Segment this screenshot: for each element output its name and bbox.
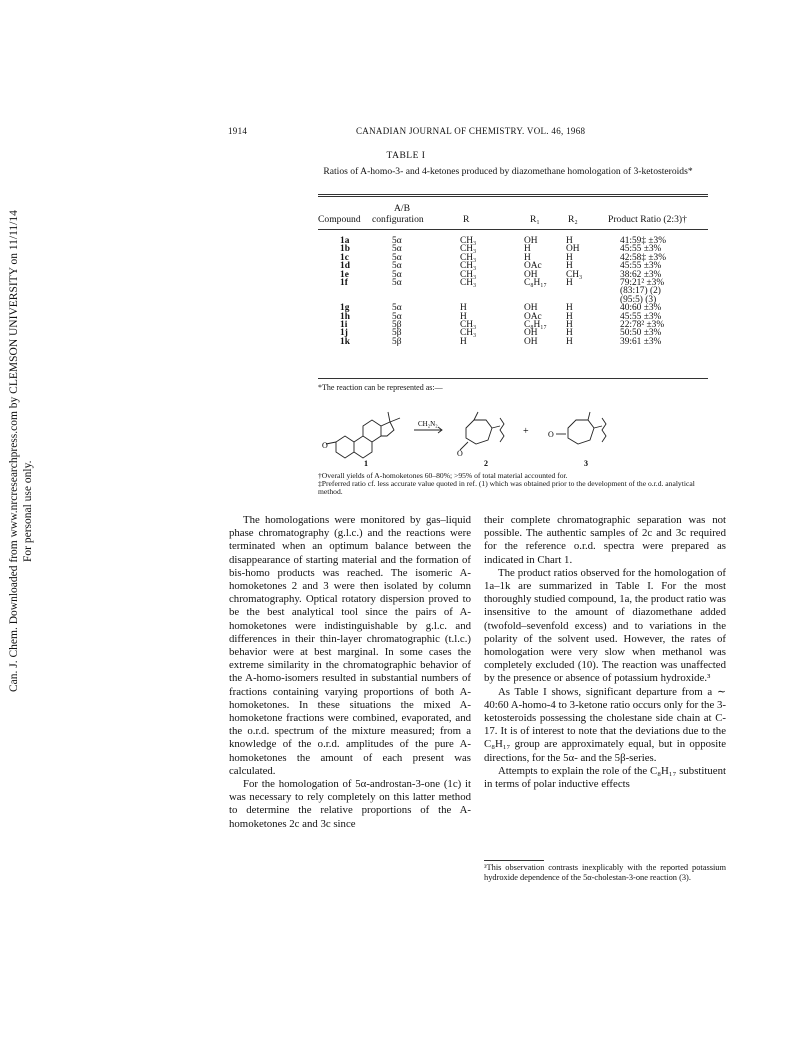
reaction-scheme-drawing (318, 398, 618, 470)
svg-text:CH₂N₂: CH₂N₂ (418, 420, 438, 428)
table-row: 1d 5α CH₃ OAc H 45:55 ±3% (340, 261, 662, 272)
journal-title: CANADIAN JOURNAL OF CHEMISTRY. VOL. 46, 1968 (356, 126, 586, 136)
reaction-scheme (318, 398, 618, 470)
table-caption: Ratios of A-homo-3- and 4-ketones produced by diazomethane homologation of 3-ketosteroids* (323, 166, 693, 177)
table-row: 1c 5α CH₃ H H 42:58‡ ±3% (340, 252, 667, 263)
header-r2: R₂ (568, 214, 578, 225)
table-row: 1j 5β CH₃ OH H 50:50 ±3% (340, 328, 662, 339)
table-footnotes (318, 472, 710, 496)
paragraph: Attempts to explain the role of the C₈H₁₇ substituent in terms of polar inductive effects (484, 764, 726, 791)
paragraph: As Table I shows, significant departure from a ∼ 40:60 A-homo-4 to 3-ketone ratio occurs only for the 3-ketosteroids possessing the cholestane side chain at C-17. It is of interest to note that the deviations due to the C₈H₁₇ group are approximately equal, but in opposite directions, for the 5α- and the 5β-series. (484, 685, 726, 764)
table-row: 1k 5β H OH H 39:61 ±3% (340, 336, 662, 347)
right-column (484, 514, 726, 791)
table-row: 1a 5α CH₃ OH H 41:59‡ ±3% (340, 236, 667, 246)
svg-text:3: 3 (584, 459, 588, 468)
paragraph: The homologations were monitored by gas–liquid phase chromatography (g.l.c.) and the reactions were terminated when an optimum balance between the disappearance of starting material and the formation of bis-homo products was reached. The isomeric A-homoketones 2 and 3 were then isolated by column chromatography. Optical rotatory dispersion proved to be the best analytical tool since the pairs of A-homoketones were indistinguishable by g.l.c. and differences in their thin-layer chromatographic (t.l.c.) behavior were at best marginal. In some cases the extreme similarity in the chromatographic behavior of the A-homo-isomers resulted in substantial numbers of fractions containing varying proportions of both A-homoketones. In these situations the mixed A-homoketone fractions were combined, evaporated, and the o.r.d. spectrum of the mixture measured; from a knowledge of the o.r.d. amplitudes of the pure A-homoketones the amount of each present was calculated. (229, 514, 471, 777)
paragraph: The product ratios observed for the homologation of 1a–1k are summarized in Table I. For the most thoroughly studied compound, 1a, the product ratio was insensitive to the amount of diazomethane added (twofold–sevenfold excess) and to variations in the polarity of the solvent used. However, the rates of homologation were very slow when methanol was completely excluded (10). The reaction was unaffected by the presence or absence of potassium hydroxide.³ (484, 566, 726, 685)
svg-text:O: O (322, 441, 328, 450)
header-compound: Compound (318, 214, 361, 225)
footnote-3: ³This observation contrasts inexplicably with the reported potassium hydroxide dependence of the 5α-cholestan-3-one reaction (3). (484, 863, 726, 882)
paragraph: their complete chromatographic separation was not possible. The authentic samples of 2c and 3c required for the reference o.r.d. spectra were prepared as indicated in Chart 1. (484, 514, 726, 566)
left-column (229, 514, 471, 831)
table-row: 1h 5α H OAc H 45:55 ±3% (340, 311, 662, 322)
footnote-rule (484, 860, 544, 861)
header-ratio: Product Ratio (2:3)† (608, 214, 687, 225)
table-top-rule-2 (318, 196, 708, 197)
table-row: (95:5) (3) (620, 294, 657, 305)
table-bottom-rule (318, 378, 708, 379)
header-r: R (463, 214, 470, 225)
table-body (318, 237, 710, 346)
header-r1: R₁ (530, 214, 540, 225)
table-row: 1f 5α CH₃ C₈H₁₇ H 79:21² ±3% (340, 277, 665, 288)
table-title: TABLE I (386, 151, 426, 161)
footnote-double-dagger: ‡Preferred ratio cf. less accurate value quoted in ref. (1) which was obtained prior to the development of the o.r.d. analytical method. (318, 479, 695, 496)
personal-use-notice: For personal use only. (22, 460, 34, 562)
page-number: 1914 (228, 126, 248, 136)
svg-text:1: 1 (364, 459, 368, 468)
svg-text:2: 2 (484, 459, 488, 468)
table-footnote-star: *The reaction can be represented as:— (318, 383, 443, 392)
download-notice: Can. J. Chem. Downloaded from www.nrcresearchpress.com by CLEMSON UNIVERSITY on 11/11/14 (8, 210, 20, 692)
table-row: 1b 5α CH₃ H OH 45:55 ±3% (340, 244, 662, 255)
table-top-rule (318, 194, 708, 195)
table-header-rule (318, 229, 708, 230)
download-watermark (2, 212, 40, 692)
svg-text:O: O (548, 430, 554, 439)
paragraph: For the homologation of 5α-androstan-3-one (1c) it was necessary to rely completely on this latter method to determine the relative proportions of the A-homoketones 2c and 3c since (229, 778, 471, 830)
table-row: (83:17) (2) (620, 286, 661, 297)
table-row: 1e 5α CH₃ OH CH₃ 38:62 ±3% (340, 269, 662, 280)
header-ab-top: A/B (394, 203, 410, 214)
footnote-dagger: †Overall yields of A-homoketones 60–80%; >95% of total material accounted for. (318, 471, 568, 480)
svg-text:+: + (523, 426, 529, 437)
header-ab-bottom: configuration (372, 214, 424, 225)
svg-text:O: O (457, 449, 463, 458)
table-row: 1g 5α H OH H 40:60 ±3% (340, 303, 662, 314)
table-row: 1i 5β CH₃ C₈H₁₇ H 22:78² ±3% (340, 319, 665, 330)
